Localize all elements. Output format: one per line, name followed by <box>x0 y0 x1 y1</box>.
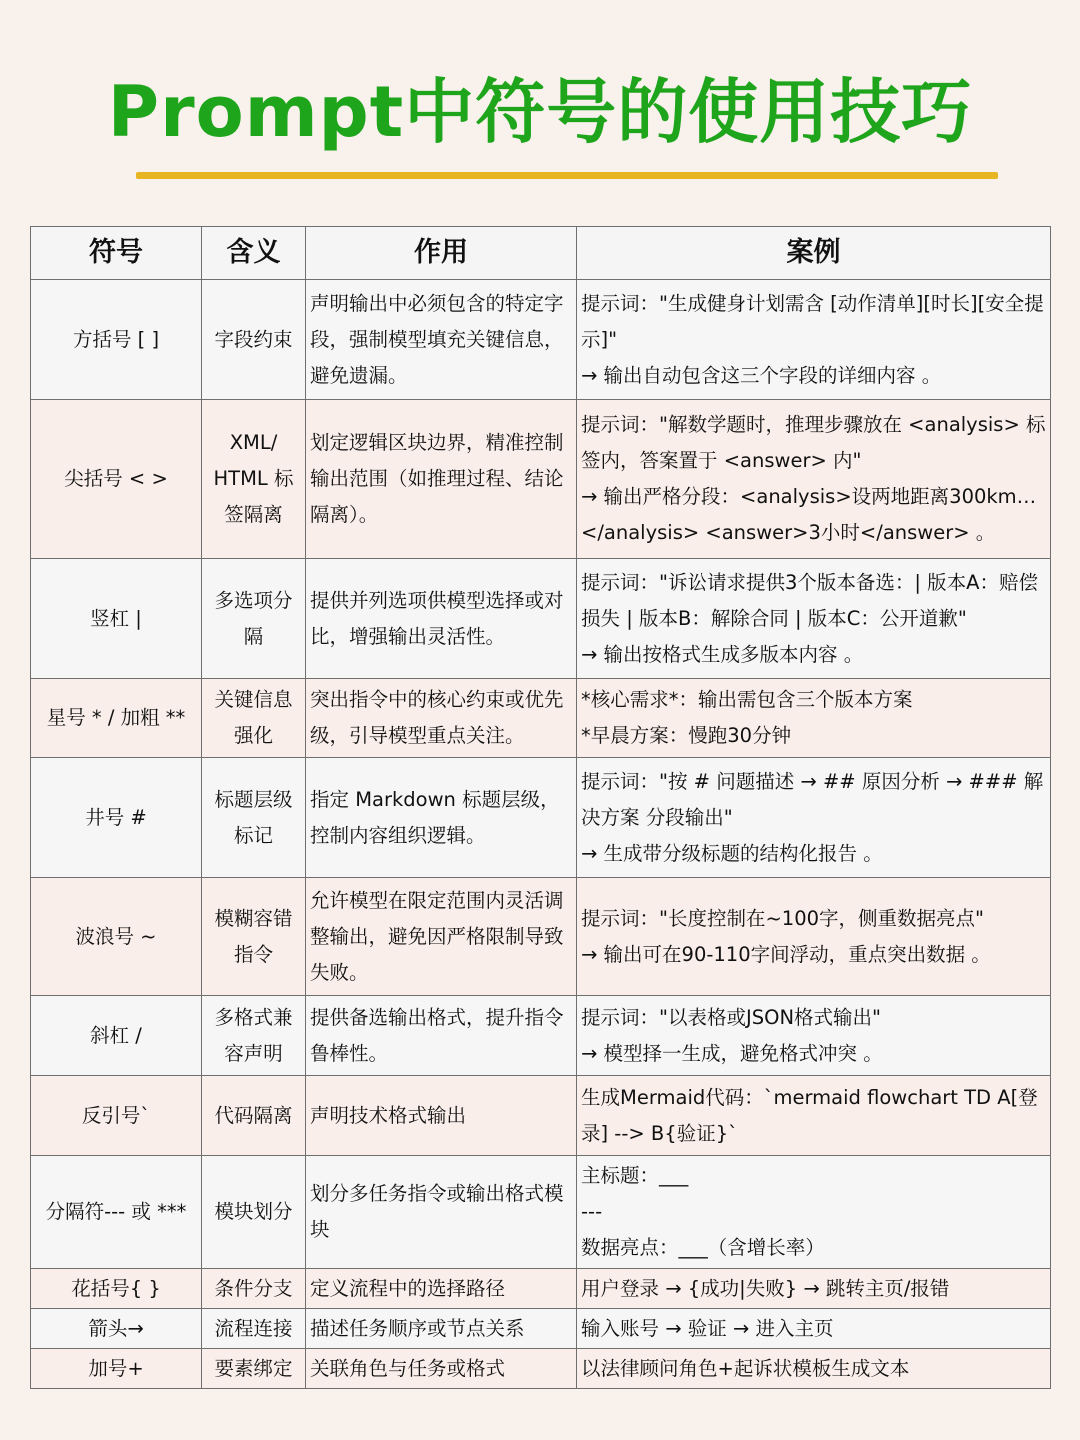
example-line: 生成Mermaid代码：`mermaid flowchart TD A[登录] --> B{验证}` <box>581 1085 1038 1145</box>
meaning-cell: XML/ HTML 标签隔离 <box>202 400 306 559</box>
example-line: 用户登录 → {成功|失败} → 跳转主页/报错 <box>581 1276 950 1300</box>
table-header-row <box>31 227 1051 280</box>
symbol-cell: 波浪号 ~ <box>31 878 202 996</box>
symbol-cell: 箭头→ <box>31 1309 202 1349</box>
table-row <box>31 1269 1051 1309</box>
meaning-cell: 多选项分隔 <box>202 559 306 679</box>
symbol-cell: 方括号 [ ] <box>31 280 202 400</box>
table-row <box>31 878 1051 996</box>
example-cell <box>577 280 1051 400</box>
usage-cell: 描述任务顺序或节点关系 <box>306 1309 577 1349</box>
meaning-cell: 要素绑定 <box>202 1349 306 1389</box>
symbol-cell: 分隔符--- 或 *** <box>31 1156 202 1269</box>
symbol-table <box>30 226 1051 1389</box>
usage-cell: 声明输出中必须包含的特定字段，强制模型填充关键信息，避免遗漏。 <box>306 280 577 400</box>
example-cell <box>577 559 1051 679</box>
symbol-cell: 井号 # <box>31 758 202 878</box>
symbol-cell: 斜杠 / <box>31 996 202 1076</box>
example-cell <box>577 1076 1051 1156</box>
example-cell <box>577 1269 1051 1309</box>
example-cell <box>577 679 1051 758</box>
example-line: 提示词："按 # 问题描述 → ## 原因分析 → ### 解决方案 分段输出" <box>581 769 1044 829</box>
example-line: 提示词："长度控制在~100字，侧重数据亮点" <box>581 906 984 930</box>
example-line: 提示词："以表格或JSON格式输出" <box>581 1005 882 1029</box>
meaning-cell: 模块划分 <box>202 1156 306 1269</box>
usage-cell: 定义流程中的选择路径 <box>306 1269 577 1309</box>
usage-cell: 突出指令中的核心约束或优先级，引导模型重点关注。 <box>306 679 577 758</box>
usage-cell: 关联角色与任务或格式 <box>306 1349 577 1389</box>
example-line: → 模型择一生成，避免格式冲突 。 <box>581 1041 883 1065</box>
meaning-cell: 流程连接 <box>202 1309 306 1349</box>
table-row <box>31 400 1051 559</box>
usage-cell: 允许模型在限定范围内灵活调整输出，避免因严格限制导致失败。 <box>306 878 577 996</box>
example-line: → 生成带分级标题的结构化报告 。 <box>581 841 883 865</box>
example-cell <box>577 1309 1051 1349</box>
example-cell <box>577 1349 1051 1389</box>
meaning-cell: 条件分支 <box>202 1269 306 1309</box>
meaning-cell: 关键信息强化 <box>202 679 306 758</box>
symbol-cell: 花括号{ } <box>31 1269 202 1309</box>
example-line: → 输出自动包含这三个字段的详细内容 。 <box>581 363 942 387</box>
example-line: 以法律顾问角色+起诉状模板生成文本 <box>581 1356 910 1380</box>
symbol-cell: 尖括号 < > <box>31 400 202 559</box>
example-line: 提示词："诉讼请求提供3个版本备选：| 版本A：赔偿损失 | 版本B：解除合同 | 版本C：公开道歉" <box>581 570 1038 630</box>
table-row <box>31 1156 1051 1269</box>
symbol-cell: 竖杠 | <box>31 559 202 679</box>
example-line: 输入账号 → 验证 → 进入主页 <box>581 1316 834 1340</box>
usage-cell: 声明技术格式输出 <box>306 1076 577 1156</box>
example-line: 主标题：___ <box>581 1164 689 1187</box>
example-line: 数据亮点：___（含增长率） <box>581 1236 825 1259</box>
example-line: 提示词："生成健身计划需含 [动作清单][时长][安全提示]" <box>581 291 1044 351</box>
symbol-cell: 星号 * / 加粗 ** <box>31 679 202 758</box>
example-cell <box>577 758 1051 878</box>
symbol-cell: 加号+ <box>31 1349 202 1389</box>
table-row <box>31 1349 1051 1389</box>
example-line: → 输出按格式生成多版本内容 。 <box>581 642 864 666</box>
example-line: → 输出可在90-110字间浮动，重点突出数据 。 <box>581 942 991 966</box>
table-row <box>31 280 1051 400</box>
usage-cell: 划分多任务指令或输出格式模块 <box>306 1156 577 1269</box>
header-example: 案例 <box>577 227 1051 280</box>
example-line: --- <box>581 1200 603 1223</box>
table-row <box>31 1309 1051 1349</box>
meaning-cell: 标题层级标记 <box>202 758 306 878</box>
symbol-cell: 反引号` <box>31 1076 202 1156</box>
usage-cell: 指定 Markdown 标题层级，控制内容组织逻辑。 <box>306 758 577 878</box>
table-row <box>31 679 1051 758</box>
meaning-cell: 代码隔离 <box>202 1076 306 1156</box>
usage-cell: 划定逻辑区块边界，精准控制输出范围（如推理过程、结论隔离）。 <box>306 400 577 559</box>
table-row <box>31 1076 1051 1156</box>
header-symbol: 符号 <box>31 227 202 280</box>
page-title: Prompt中符号的使用技巧 <box>107 71 973 153</box>
example-line: *早晨方案：慢跑30分钟 <box>581 724 792 747</box>
example-cell <box>577 996 1051 1076</box>
header-meaning: 含义 <box>202 227 306 280</box>
example-line: → 输出严格分段：<analysis>设两地距离300km…</analysis> <answer>3小时</answer> 。 <box>581 485 1037 544</box>
usage-cell: 提供备选输出格式，提升指令鲁棒性。 <box>306 996 577 1076</box>
example-cell <box>577 400 1051 559</box>
example-line: 提示词："解数学题时，推理步骤放在 <analysis> 标签内，答案置于 <answer> 内" <box>581 413 1046 472</box>
table-row <box>31 996 1051 1076</box>
meaning-cell: 字段约束 <box>202 280 306 400</box>
example-cell <box>577 878 1051 996</box>
meaning-cell: 模糊容错指令 <box>202 878 306 996</box>
table-row <box>31 758 1051 878</box>
table-row <box>31 559 1051 679</box>
header-usage: 作用 <box>306 227 577 280</box>
example-cell <box>577 1156 1051 1269</box>
usage-cell: 提供并列选项供模型选择或对比，增强输出灵活性。 <box>306 559 577 679</box>
example-line: *核心需求*：输出需包含三个版本方案 <box>581 688 913 711</box>
meaning-cell: 多格式兼容声明 <box>202 996 306 1076</box>
title-underline <box>136 172 998 179</box>
